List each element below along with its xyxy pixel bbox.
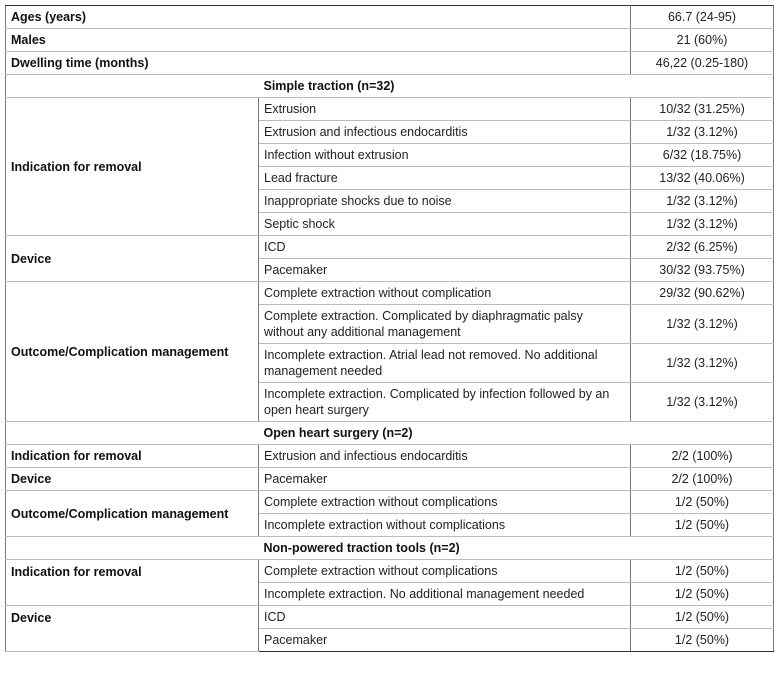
table-cell-item: Extrusion and infectious endocarditis bbox=[259, 445, 631, 468]
table-cell-item: ICD bbox=[259, 236, 631, 259]
table-cell-value: 1/32 (3.12%) bbox=[631, 305, 774, 344]
section-title-nonpowered: Non-powered traction tools (n=2) bbox=[259, 537, 631, 560]
table-cell-item: Inappropriate shocks due to noise bbox=[259, 190, 631, 213]
table-cell-value: 1/32 (3.12%) bbox=[631, 121, 774, 144]
section-title-open: Open heart surgery (n=2) bbox=[259, 422, 631, 445]
nonpowered-indication-label: Indication for removal bbox=[6, 560, 259, 606]
table-row bbox=[6, 98, 774, 121]
table-cell-value: 1/32 (3.12%) bbox=[631, 383, 774, 422]
section-header bbox=[6, 75, 774, 98]
table-row bbox=[6, 236, 774, 259]
table-row bbox=[6, 560, 774, 583]
table-cell-value: 1/32 (3.12%) bbox=[631, 213, 774, 236]
table-cell-value: 1/32 (3.12%) bbox=[631, 344, 774, 383]
table-cell-value: 1/2 (50%) bbox=[631, 491, 774, 514]
table-cell-item: Extrusion and infectious endocarditis bbox=[259, 121, 631, 144]
table-cell-item: Incomplete extraction. Atrial lead not removed. No additional management needed bbox=[259, 344, 631, 383]
males-label: Males bbox=[6, 29, 631, 52]
table-cell-item: Incomplete extraction. No additional management needed bbox=[259, 583, 631, 606]
table-cell-item: Septic shock bbox=[259, 213, 631, 236]
ages-label: Ages (years) bbox=[6, 6, 631, 29]
table-cell-item: Infection without extrusion bbox=[259, 144, 631, 167]
table-cell-item: ICD bbox=[259, 606, 631, 629]
dwelling-label: Dwelling time (months) bbox=[6, 52, 631, 75]
table-cell-value: 10/32 (31.25%) bbox=[631, 98, 774, 121]
table-cell-item: Complete extraction without complications bbox=[259, 560, 631, 583]
table-cell-item: Incomplete extraction. Complicated by infection followed by an open heart surgery bbox=[259, 383, 631, 422]
table-cell-value: 1/2 (50%) bbox=[631, 606, 774, 629]
section-header bbox=[6, 422, 774, 445]
table-row bbox=[6, 606, 774, 629]
table-cell-value: 2/2 (100%) bbox=[631, 468, 774, 491]
open-indication-label: Indication for removal bbox=[6, 445, 259, 468]
table-cell-value: 1/2 (50%) bbox=[631, 629, 774, 652]
table-row bbox=[6, 52, 774, 75]
section-title-simple: Simple traction (n=32) bbox=[259, 75, 631, 98]
table-container bbox=[5, 5, 773, 652]
table-row bbox=[6, 491, 774, 514]
ages-value: 66.7 (24-95) bbox=[631, 6, 774, 29]
table-cell-value: 1/32 (3.12%) bbox=[631, 190, 774, 213]
table-row bbox=[6, 29, 774, 52]
table-cell-value: 29/32 (90.62%) bbox=[631, 282, 774, 305]
table-cell-value: 1/2 (50%) bbox=[631, 560, 774, 583]
table-cell-item: Complete extraction without complications bbox=[259, 491, 631, 514]
table-cell-item: Extrusion bbox=[259, 98, 631, 121]
lead-extraction-table bbox=[5, 5, 774, 652]
section-header bbox=[6, 537, 774, 560]
table-cell-item: Pacemaker bbox=[259, 259, 631, 282]
table-cell-item: Complete extraction without complication bbox=[259, 282, 631, 305]
table-cell-item: Lead fracture bbox=[259, 167, 631, 190]
table-row bbox=[6, 445, 774, 468]
table-cell-item: Incomplete extraction without complications bbox=[259, 514, 631, 537]
table-cell-item: Complete extraction. Complicated by diaphragmatic palsy without any additional management bbox=[259, 305, 631, 344]
table-cell-value: 1/2 (50%) bbox=[631, 583, 774, 606]
table-cell-value: 2/32 (6.25%) bbox=[631, 236, 774, 259]
males-value: 21 (60%) bbox=[631, 29, 774, 52]
simple-outcome-label: Outcome/Complication management bbox=[6, 282, 259, 422]
table-cell-value: 13/32 (40.06%) bbox=[631, 167, 774, 190]
table-row bbox=[6, 6, 774, 29]
table-cell-value: 6/32 (18.75%) bbox=[631, 144, 774, 167]
table-cell-item: Pacemaker bbox=[259, 629, 631, 652]
simple-device-label: Device bbox=[6, 236, 259, 282]
table-cell-value: 2/2 (100%) bbox=[631, 445, 774, 468]
open-outcome-label: Outcome/Complication management bbox=[6, 491, 259, 537]
table-cell-value: 30/32 (93.75%) bbox=[631, 259, 774, 282]
dwelling-value: 46,22 (0.25-180) bbox=[631, 52, 774, 75]
open-device-label: Device bbox=[6, 468, 259, 491]
table-row bbox=[6, 468, 774, 491]
table-cell-value: 1/2 (50%) bbox=[631, 514, 774, 537]
nonpowered-device-label: Device bbox=[6, 606, 259, 652]
simple-indication-label: Indication for removal bbox=[6, 98, 259, 236]
table-cell-item: Pacemaker bbox=[259, 468, 631, 491]
table-row bbox=[6, 282, 774, 305]
